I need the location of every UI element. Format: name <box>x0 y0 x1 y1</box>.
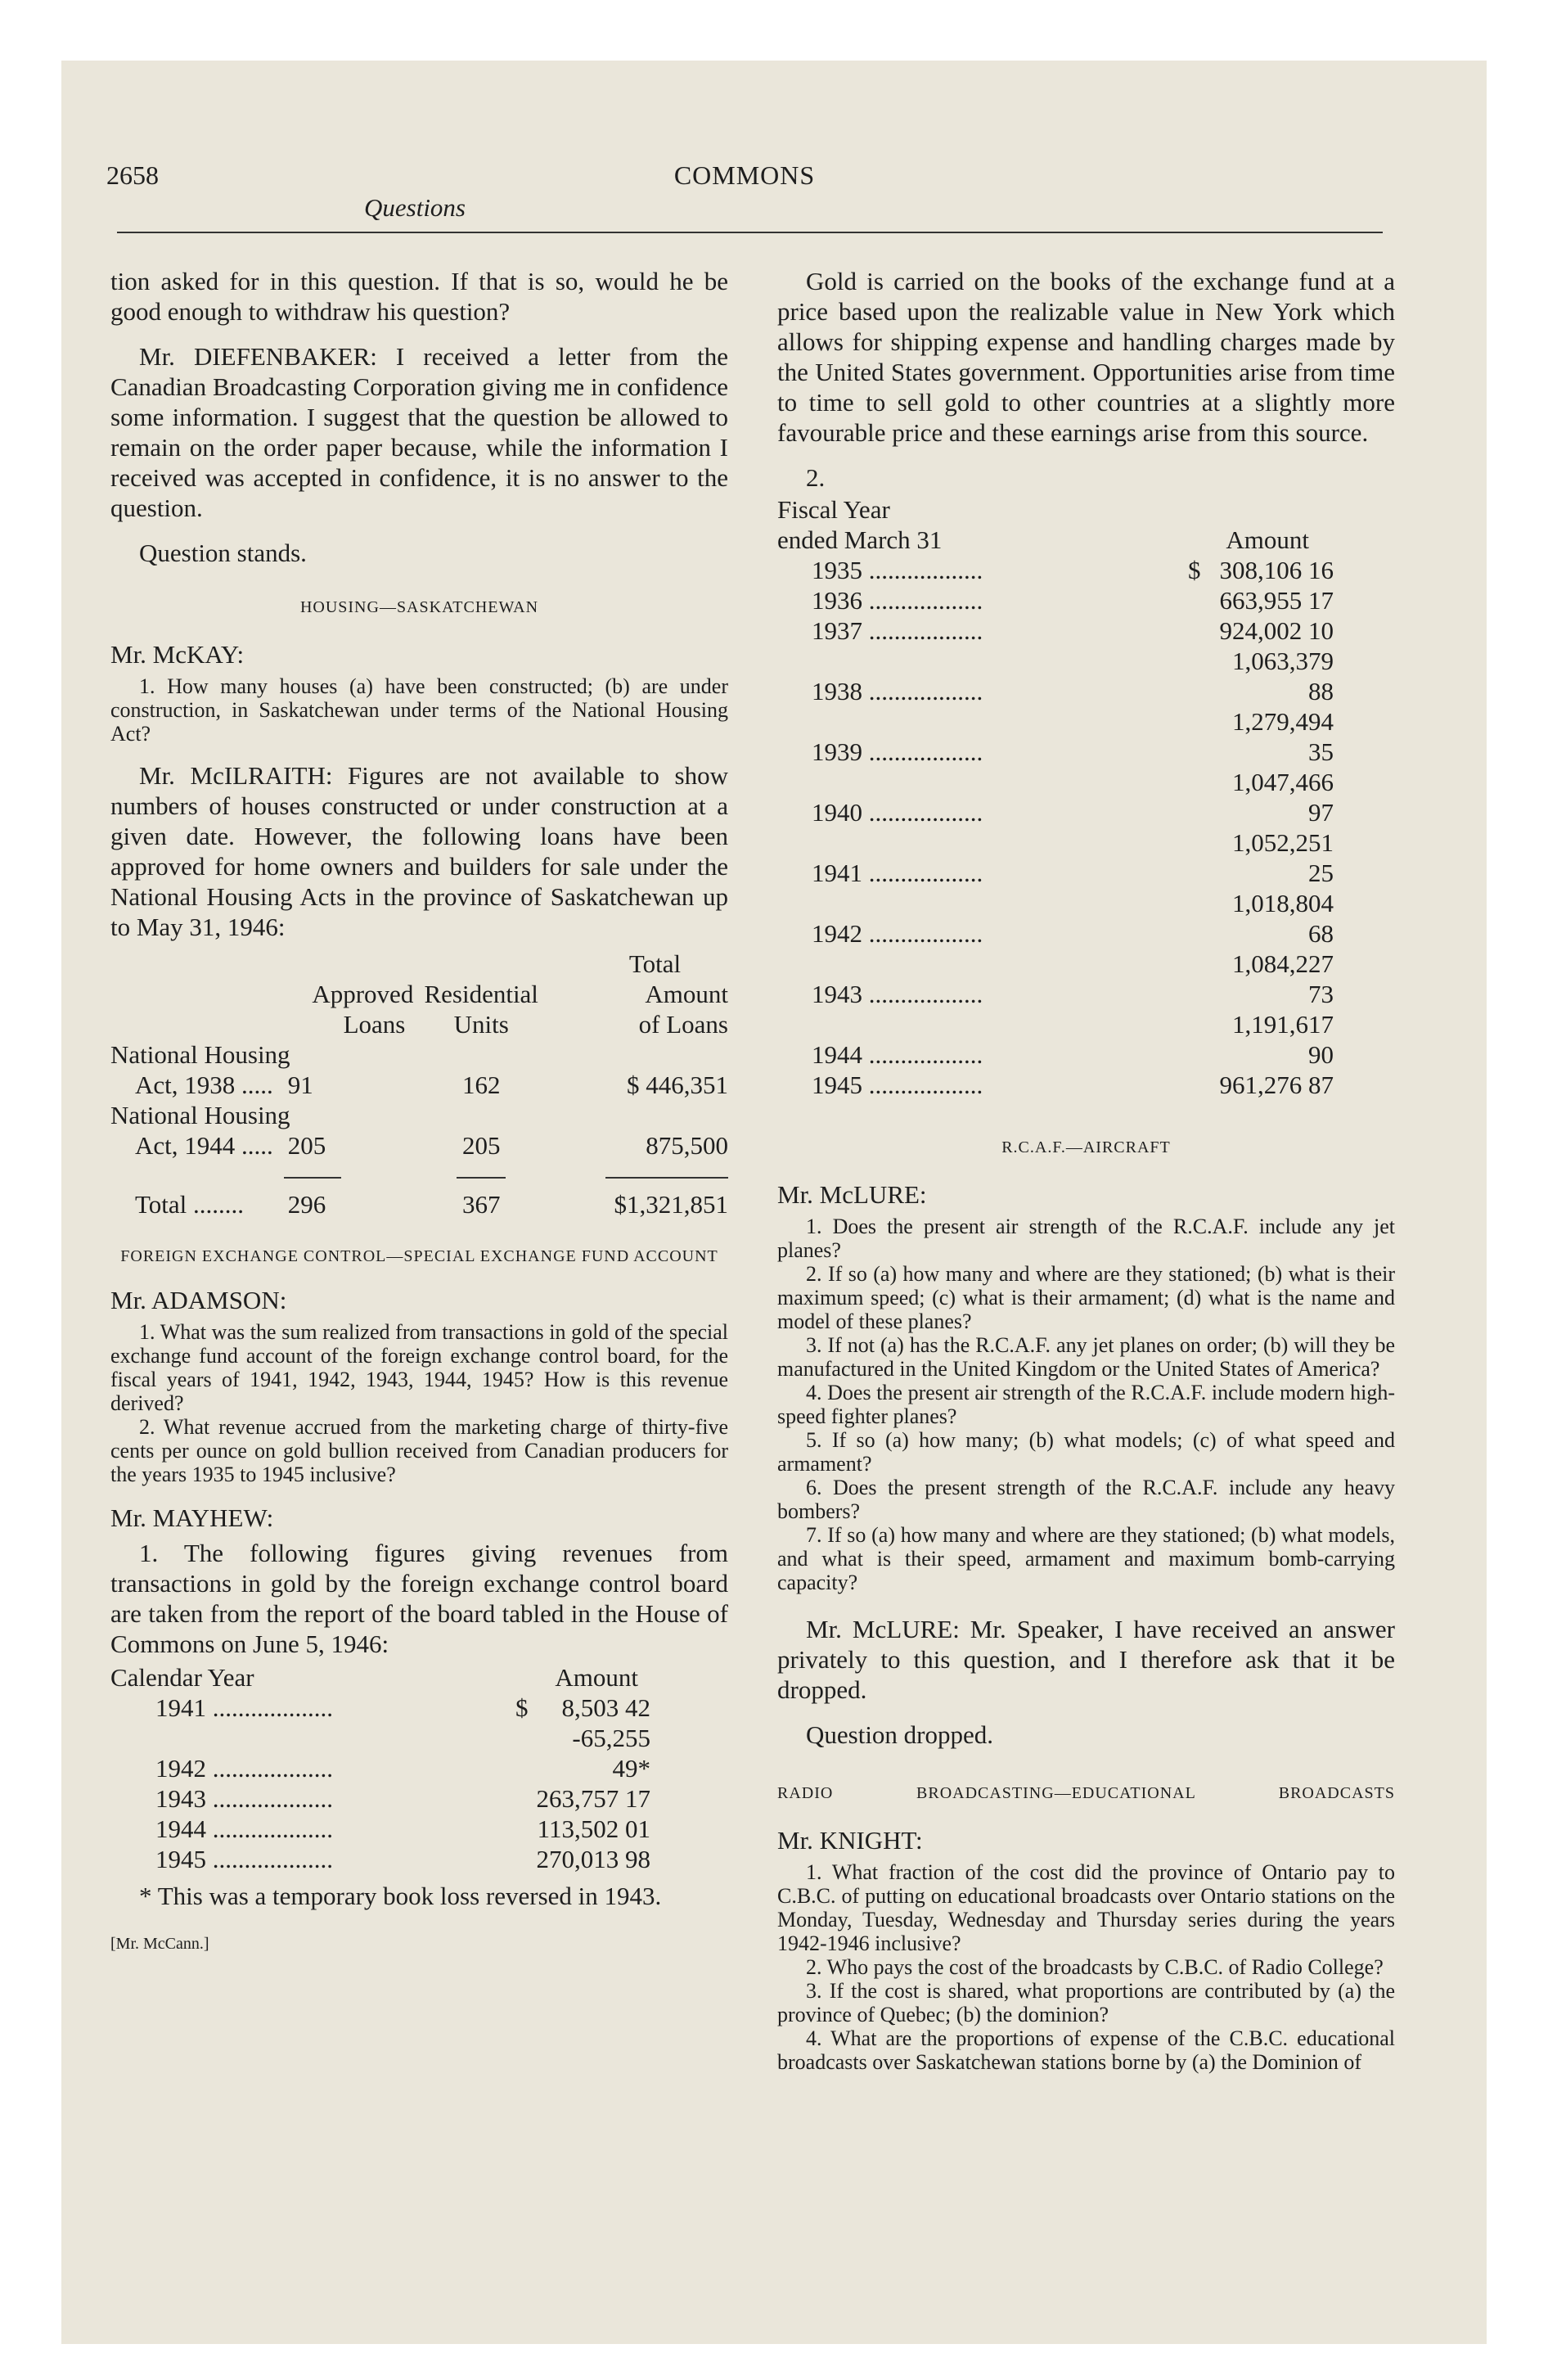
table-row: 1939 .................. 1,279,494 35 <box>812 707 1334 766</box>
signature: [Mr. McCann.] <box>110 1935 209 1953</box>
heading-foreign-exchange: FOREIGN EXCHANGE CONTROL—SPECIAL EXCHANGE FUND ACCOUNT <box>120 1247 718 1265</box>
heading-radio: RADIO BROADCASTING—EDUCATIONAL BROADCASTS <box>777 1784 1395 1802</box>
table-row: Act, 1938 ..... 91 162 $ 446,351 <box>135 1071 728 1099</box>
col-header: Residential <box>424 980 538 1008</box>
table-row: 1943 ................... 263,757 17 <box>155 1784 650 1813</box>
heading-housing: HOUSING—SASKATCHEWAN <box>299 598 539 616</box>
col-header: Approved <box>312 980 414 1008</box>
speaker-mckay: Mr. McKAY: <box>110 640 245 669</box>
question-radio-4: 4. What are the proportions of expense of the C.B.C. educational broadcasts over Saskatchewan stations borne by (a) the Dominion of <box>777 2026 1395 2074</box>
header-rule <box>117 232 1383 233</box>
table-row: 1938 .................. 1,063,379 88 <box>812 647 1334 705</box>
running-head: COMMONS <box>673 160 816 190</box>
heading-rcaf: R.C.A.F.—AIRCRAFT <box>1001 1138 1171 1156</box>
speaker-mclure: Mr. McLURE: <box>777 1180 927 1209</box>
question-rcaf-6: 6. Does the present strength of the R.C.A.F. include any heavy bombers? <box>777 1476 1395 1523</box>
table-row: 1935 .................. $ 308,106 16 <box>812 556 1334 584</box>
question-rcaf-3: 3. If not (a) has the R.C.A.F. any jet planes on order; (b) will they be manufactured in the United Kingdom or the United States of America? <box>777 1333 1395 1381</box>
table-row: 1942 .................. 1,018,804 68 <box>812 889 1334 948</box>
page-header <box>106 160 1383 234</box>
paragraph-gold: Gold is carried on the books of the exchange fund at a price based upon the realizable value in New York which allows for shipping expense and handling charges made by the United States government. Opportunities arise from time to time to sell gold to other countries at a slightly more favourable price and these earnings arise from this source. <box>777 267 1395 447</box>
question-dropped: Question dropped. <box>806 1720 994 1749</box>
question-foreign-2: 2. What revenue accrued from the marketing charge of thirty-five cents per ounce on gold bullion received from Canadian producers for the years 1935 to 1945 inclusive? <box>110 1415 728 1486</box>
table-row: 1941 ................... $ 8,503 42 <box>155 1693 650 1722</box>
col-header: Loans <box>343 1010 406 1039</box>
table-row: 1945 .................. 961,276 87 <box>812 1071 1334 1099</box>
paragraph-diefenbaker: Mr. DIEFENBAKER: I received a letter from the Canadian Broadcasting Corporation giving me in confidence some information. I suggest that the question be allowed to remain on the order paper because, while the information I received was accepted in confidence, it is no answer to the question. <box>110 342 728 522</box>
gold-table: Calendar Year Amount 1941 ................... $ 8,503 42 1942 ................... -65,255 49* 1943 ................... 263,757 17 1944 ................... 113,502 01 1945 ................... 270,013 98 <box>110 1663 650 1873</box>
question-rcaf-4: 4. Does the present air strength of the R.C.A.F. include modern high-speed fighter planes? <box>777 1381 1395 1428</box>
right-column <box>777 266 1395 2074</box>
section-title: Questions <box>364 193 466 222</box>
speaker-adamson: Mr. ADAMSON: <box>110 1286 287 1314</box>
speaker-knight: Mr. KNIGHT: <box>777 1826 923 1855</box>
paragraph-mcilraith: Mr. McILRAITH: Figures are not available to show numbers of houses constructed or under construction at a given date. However, the following loans have been approved for home owners and builders for sale under the National Housing Acts in the province of Saskatchewan up to May 31, 1946: <box>110 761 728 941</box>
paragraph-mayhew: 1. The following figures giving revenues from transactions in gold by the foreign exchange control board are taken from the report of the board tabled in the House of Commons on June 5, 1946: <box>110 1539 728 1658</box>
question-foreign-1: 1. What was the sum realized from transactions in gold of the special exchange fund account of the foreign exchange control board, for the fiscal years of 1941, 1942, 1943, 1944, 1945? How is this revenue derived? <box>110 1320 728 1415</box>
table-row: 1941 .................. 1,052,251 25 <box>812 828 1334 887</box>
left-column <box>110 266 728 1959</box>
table-row: National Housing <box>110 1101 290 1129</box>
fiscal-table: Fiscal Year ended March 31 Amount 1935 .................. $ 308,106 16 1936 .................. 663,955 17 1937 .................. 924,002 10 1938 .................. 1,063,379 88 1939 .................. 1,279,494 35 1940 .................. 1,047,466 97 1941 .................. 1,052,251 25 1942 .................. 1,018,804 68 1943 .................. 1,084,227 73 1944 .................. 1,191,617 90 1945 .................. 961,276 87 <box>777 495 1334 1099</box>
question-rcaf-1: 1. Does the present air strength of the R.C.A.F. include any jet planes? <box>777 1215 1395 1262</box>
question-housing: 1. How many houses (a) have been constructed; (b) are under construction, in Saskatchewan under terms of the National Housing Act? <box>110 674 728 746</box>
table-row: Act, 1944 ..... 205 205 875,500 <box>135 1131 728 1160</box>
table-total-row: Total ........ 296 367 $1,321,851 <box>135 1190 728 1219</box>
question-rcaf-2: 2. If so (a) how many and where are they stationed; (b) what is their maximum speed; (c) what is their armament; (d) what is the name and model of these planes? <box>777 1262 1395 1333</box>
paragraph-mclure: Mr. McLURE: Mr. Speaker, I have received an answer privately to this question, and I therefore ask that it be dropped. <box>777 1615 1395 1704</box>
speaker-mayhew: Mr. MAYHEW: <box>110 1503 274 1532</box>
table-row: 1945 ................... 270,013 98 <box>155 1845 650 1873</box>
table-row: 1944 ................... 113,502 01 <box>155 1814 650 1843</box>
footnote: * This was a temporary book loss reversed in 1943. <box>139 1882 662 1910</box>
table-row: 1943 .................. 1,084,227 73 <box>812 949 1334 1008</box>
page-number: 2658 <box>106 160 159 190</box>
col-header: of Loans <box>638 1010 728 1039</box>
col-header: Total <box>628 949 682 978</box>
table-row: 1936 .................. 663,955 17 <box>812 586 1334 615</box>
table-row: 1937 .................. 924,002 10 <box>812 616 1334 645</box>
paragraph: tion asked for in this question. If that is so, would he be good enough to withdraw his question? <box>110 267 728 326</box>
question-radio-2: 2. Who pays the cost of the broadcasts by C.B.C. of Radio College? <box>806 1955 1384 1979</box>
question-rcaf-5: 5. If so (a) how many; (b) what models; (c) of what speed and armament? <box>777 1428 1395 1476</box>
table-row: 1944 .................. 1,191,617 90 <box>812 1010 1334 1069</box>
housing-table <box>110 949 728 1219</box>
paragraph-number: 2. <box>806 463 826 492</box>
table-row: National Housing <box>110 1040 290 1069</box>
col-header: Units <box>453 1010 509 1039</box>
table-row: 1942 ................... -65,255 49* <box>155 1724 650 1783</box>
question-rcaf-7: 7. If so (a) how many and where are they stationed; (b) what models, and what is their speed, armament and maximum bomb-carrying capacity? <box>777 1523 1395 1594</box>
question-radio-3: 3. If the cost is shared, what proportions are contributed by (a) the province of Quebec; (b) the dominion? <box>777 1979 1395 2026</box>
question-radio-1: 1. What fraction of the cost did the province of Ontario pay to C.B.C. of putting on educational broadcasts over Ontario stations on the Monday, Tuesday, Wednesday and Thursday series during the years 1942-1946 inclusive? <box>777 1860 1395 1955</box>
table-row: 1940 .................. 1,047,466 97 <box>812 768 1334 827</box>
col-header: Amount <box>645 980 728 1008</box>
question-stands: Question stands. <box>139 539 307 567</box>
